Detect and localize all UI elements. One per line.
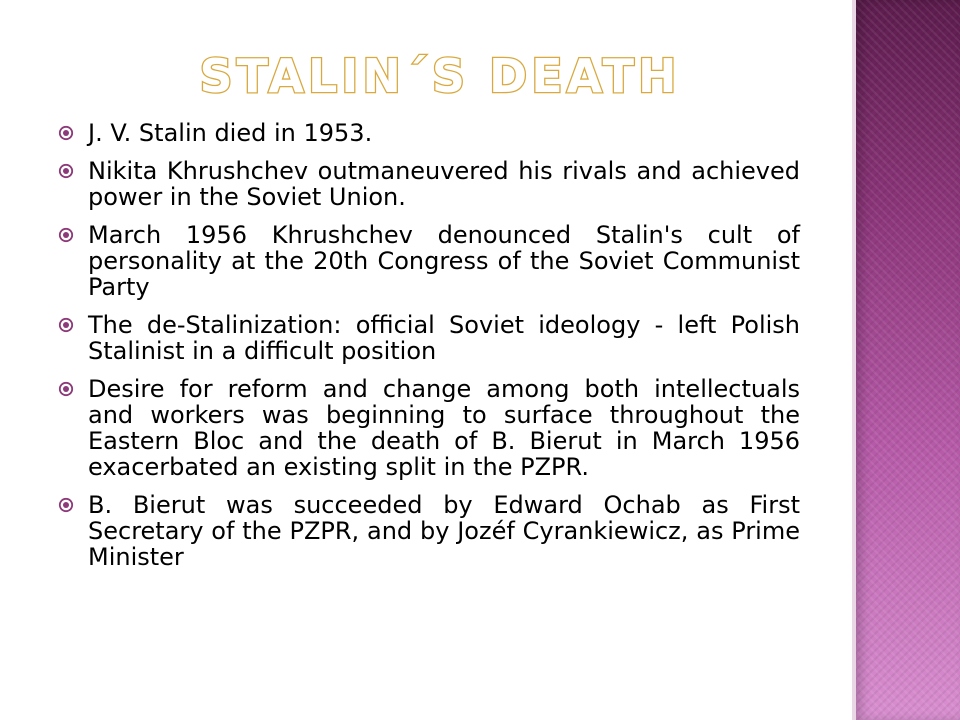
- bullet-list: [58, 120, 800, 582]
- bullet-text: The de-Stalinization: official Soviet ideology - left Polish Stalinist in a difficult position: [88, 311, 800, 365]
- bullet-item: [58, 158, 800, 210]
- bullet-text: Nikita Khrushchev outmaneuvered his rivals and achieved power in the Soviet Union.: [88, 157, 800, 211]
- circled-dot-bullet-icon: [58, 381, 74, 397]
- slide-title-text: [199, 48, 681, 104]
- bullet-item: [58, 492, 800, 570]
- bullet-text: J. V. Stalin died in 1953.: [88, 119, 373, 147]
- bullet-item: [58, 222, 800, 300]
- slide-title: [199, 48, 681, 104]
- circled-dot-bullet-icon: [58, 227, 74, 243]
- slide-title-label: STALIN´S DEATH: [199, 49, 681, 103]
- bullet-text: Desire for reform and change among both intellectuals and workers was beginning to surface throughout the Eastern Bloc and the death of B. Bierut in March 1956 exacerbated an existing split in the PZPR.: [88, 375, 800, 481]
- circled-dot-bullet-icon: [58, 317, 74, 333]
- circled-dot-bullet-icon: [58, 125, 74, 141]
- bullet-text: B. Bierut was succeeded by Edward Ochab as First Secretary of the PZPR, and by Jozéf Cyrankiewicz, as Prime Minister: [88, 491, 800, 571]
- circled-dot-bullet-icon: [58, 163, 74, 179]
- bullet-item: [58, 120, 800, 146]
- decorative-side-panel: [856, 0, 960, 720]
- circled-dot-bullet-icon: [58, 497, 74, 513]
- bullet-text: March 1956 Khrushchev denounced Stalin's cult of personality at the 20th Congress of the Soviet Communist Party: [88, 221, 800, 301]
- bullet-item: [58, 312, 800, 364]
- bullet-item: [58, 376, 800, 480]
